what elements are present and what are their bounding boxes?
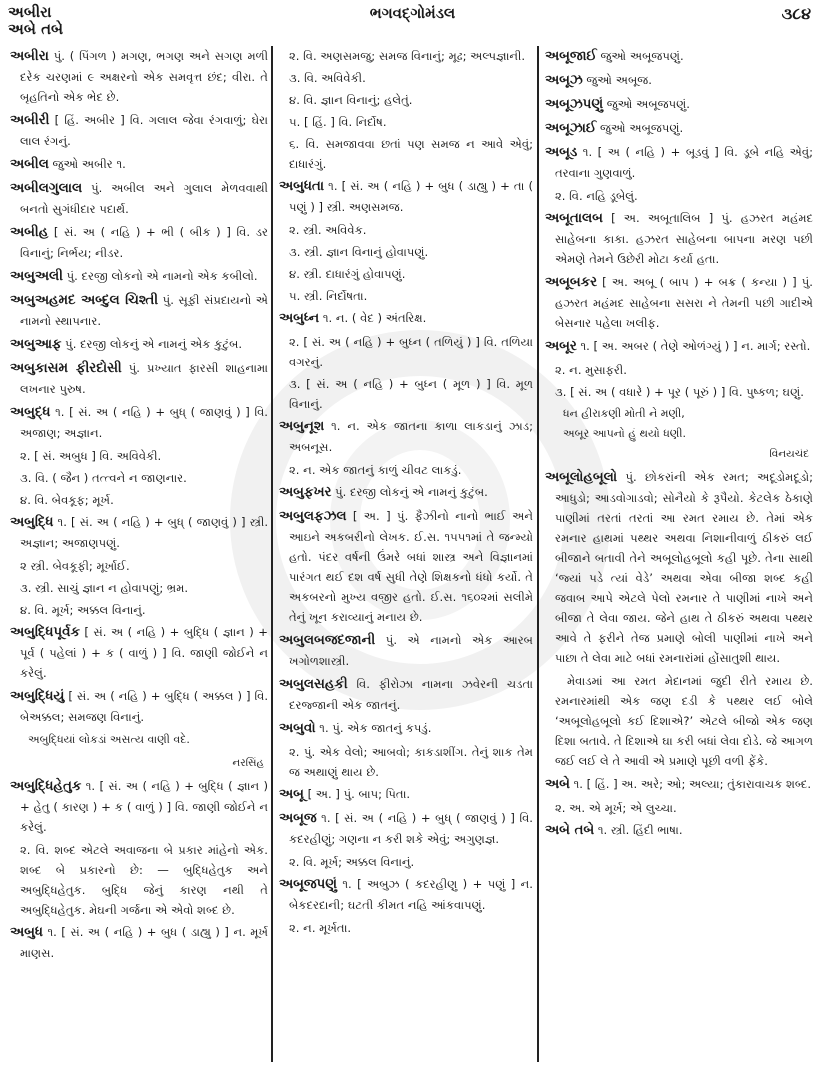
guide-word-last: અબે તબે — [8, 20, 64, 38]
sub-sense: ૩. સ્ત્રી. સાચું જ્ઞાન ન હોવાપણું; ભ્રમ. — [20, 581, 189, 595]
headword: અબુઅહમદ અબ્દુલ ચિશ્તી — [10, 293, 159, 308]
dictionary-entry — [545, 208, 813, 269]
dictionary-entry — [10, 178, 268, 219]
definition: જુઓ અબૂજપણું. — [606, 97, 690, 111]
definition: પું. દરજી લોકનું એ નામનું કુટુંબ. — [335, 485, 488, 499]
headword: અબુકાસમ ફીરદોસી — [10, 361, 122, 376]
headword: અબુધતા — [279, 179, 325, 194]
headword: અબુવો — [279, 721, 316, 736]
definition: વિ. ફીરોઝા નામના ઝવેરની ચડતા દરજ્જાની એક જાતનું. — [289, 677, 533, 712]
headword: અબે — [545, 777, 570, 792]
dictionary-entry — [279, 874, 533, 915]
dictionary-entry — [279, 808, 533, 849]
sub-sense: ૨. [ સં. અબુધ ] વિ. અવિવેકી. — [20, 449, 162, 463]
dictionary-entry — [545, 118, 813, 139]
sub-sense: ૨. વિ. મૂર્ખ; અક્કલ વિનાનું. — [289, 855, 415, 869]
definition: ૧. [ હિં. ] અ. અરે; ઓ; અલ્યા; તુંકારાવાચક શબ્દ. — [573, 777, 812, 791]
definition: ૧. [ અ. અબર ( તેણે ઓળંગ્યું ) ] ન. માર્ગ; રસ્તો. — [580, 339, 811, 353]
guide-word-first: અબીરા — [8, 3, 52, 21]
dictionary-entry — [279, 482, 533, 503]
sub-sense: ૪. વિ. જ્ઞાન વિનાનું; હલેતું. — [289, 93, 413, 107]
definition: ૧. [ સં. અ ( નહિ ) + બુધ ( ડાહ્યુ ) + તા ( પણું ) ] સ્ત્રી. અણસમજ. — [289, 179, 533, 214]
headword: અબુફખર — [279, 485, 332, 500]
dictionary-entry — [10, 402, 268, 443]
dictionary-entry — [545, 467, 813, 668]
definition: ૧. સ્ત્રી. હિંદી ભાષા. — [597, 823, 683, 837]
headword: અબુદ્ધ — [10, 405, 51, 420]
dictionary-entry — [10, 622, 268, 683]
sub-sense: ૪. વિ. બેવકૂફ; મૂર્ખ. — [20, 493, 114, 507]
dictionary-entry — [10, 290, 268, 331]
dictionary-entry — [10, 334, 268, 355]
quotation: અબુદ્ધિયાં લોકડાં અસત્ય વાણી વદે. — [28, 733, 190, 746]
sub-sense: ૨. સ્ત્રી. અવિવેક. — [289, 223, 367, 237]
definition: ૧. પું. એક જાતનું કપડું. — [319, 721, 432, 735]
definition: ૧. ન. ( વેદ ) અંતરિક્ષ. — [322, 311, 427, 325]
definition: ૧. [ સં. અ ( નહિ ) + બુધ ( ડાહ્યુ ) ] ન. મૂર્ખ માણસ. — [20, 925, 268, 960]
column-1 — [10, 46, 268, 1062]
definition: [ અ. અબૂતાલિબ ] પું. હઝરત મહંમદ સાહેબના કાકા. હઝરત સાહેબના બાપના મરણ પછી એમણે તેમને ઉછેરી મોટા કર્યા હતા. — [555, 211, 813, 266]
quotation-line: ધન હીરાકણી મોતી ને મણી, — [563, 407, 685, 420]
headword: અબીરી — [10, 113, 50, 128]
headword: અબુઅલી — [10, 269, 63, 284]
definition: [ સં. અ ( નહિ ) + બુદ્ધિ ( જ્ઞાન ) + પૂર્વ ( પહેલાં ) + ક ( વાળું ) ] વિ. જાણી જોઈને ન કરેલું. — [20, 625, 268, 680]
dictionary-entry — [10, 266, 268, 287]
headword: અબૂતાલબ — [545, 211, 603, 226]
headword: અબુદ્ધિપૂર્વક — [10, 625, 80, 640]
dictionary-entry — [279, 176, 533, 217]
sub-sense: ૫. [ હિં. ] વિ. નિર્દોષ. — [289, 115, 387, 129]
sub-sense: ૪. સ્ત્રી. દાધારંગું હોવાપણું. — [289, 267, 406, 281]
sub-sense: ૩. સ્ત્રી. જ્ઞાન વિનાનું હોવાપણું. — [289, 245, 429, 259]
definition: [ હિં. અબીર ] વિ. ગલાલ જેવા રંગવાળું; ઘેરા લાલ રંગનું. — [20, 113, 268, 148]
definition: ૧. [ સં. અ ( નહિ ) + બુધ્ ( જાણવું ) ] વિ. કદરહીણું; ગણના ન કરી શકે એવું; અગુણજ્ઞ. — [289, 811, 533, 846]
dictionary-entry — [10, 922, 268, 963]
definition: પું. દરજી લોકનું એ નામનું એક કુટુંબ. — [65, 337, 243, 351]
citation-author: વિનયચંદ — [769, 448, 809, 460]
headword: અબૂજાઈ — [545, 49, 597, 64]
headword: અબૂડ — [545, 145, 578, 160]
dictionary-entry — [10, 222, 268, 263]
definition: ૧. [ અ ( નહિ ) + બૂડવું ] વિ. ડૂબે નહિ એવું; તરવાના ગુણવાળું. — [555, 145, 813, 180]
headword: અબૂઝપણું — [545, 97, 604, 112]
dictionary-entry — [279, 630, 533, 671]
sub-sense: ૫. સ્ત્રી. નિર્દોષતા. — [289, 289, 368, 303]
definition: [ સં. અ ( નહિ ) + બુદ્ધિ ( અક્કલ ) ] વિ. બેઅક્કલ; સમજણ વિનાનું. — [20, 689, 268, 724]
headword: અબુદ્ધિહેતુક — [10, 779, 82, 794]
definition: પું. પ્રખ્યાત ફારસી શાહનામા લખનાર પુરુષ. — [20, 361, 268, 396]
dictionary-entry — [10, 46, 268, 107]
headword: અબુધ — [10, 925, 43, 940]
headword: અબૂઝ — [545, 73, 583, 88]
dictionary-entry — [279, 718, 533, 739]
headword: અબીરા — [10, 49, 49, 64]
definition: જુઓ અબૂજ. — [586, 73, 652, 87]
dictionary-entry — [10, 358, 268, 399]
sub-sense: ૨. ન. મુસાફરી. — [555, 363, 627, 377]
dictionary-entry — [279, 416, 533, 457]
column-3 — [545, 46, 813, 1062]
definition: જુઓ અબૂજપણું. — [600, 49, 684, 63]
sub-sense: ૩. વિ. અવિવેકી. — [289, 71, 366, 85]
column-divider — [537, 46, 539, 1062]
headword: અબૂ — [279, 787, 304, 802]
page-number: ૩૮૪ — [781, 4, 811, 23]
definition: પું. ( પિંગળ ) મગણ, ભગણ અને સગણ મળી દરેક ચરણમાં ૯ અક્ષરનો એક સમવૃત્ત છંદ; વીરા. તે બૃહતિનો એક ભેદ છે. — [20, 49, 268, 104]
headword: અબુદ્ધિ — [10, 515, 54, 530]
sub-sense: ૨. ન. મૂર્ખતા. — [289, 921, 352, 935]
headword: અબુનૂશ — [279, 419, 325, 434]
sub-sense: ૨. અ. એ મૂર્ખ; એ લુચ્ચા. — [555, 801, 677, 815]
definition: ૧. ન. એક જાતના કાળા લાકડાનું ઝાડ; અબનૂસ. — [289, 419, 533, 454]
headword: અબૂબકર — [545, 275, 598, 290]
sub-sense: ૪. વિ. મૂર્ખ; અક્કલ વિનાનું. — [20, 603, 146, 617]
sub-sense: ૨. વિ. અણસમજુ; સમજ વિનાનું; મૂઢ; અલ્પજ્ઞાની. — [289, 49, 526, 63]
dictionary-entry — [545, 820, 813, 841]
page-header — [0, 0, 825, 44]
definition: [ સં. અ ( નહિ ) + ભી ( બીક ) ] વિ. ડર વિનાનું; નિર્ભય; નીડર. — [20, 225, 268, 260]
column-2 — [279, 46, 533, 1062]
headword: અબીલ — [10, 157, 49, 172]
dictionary-entry — [279, 784, 533, 805]
dictionary-entry — [279, 506, 533, 627]
headword: અબુધ્ન — [279, 311, 320, 326]
sub-sense: ૨. [ સં. અ ( નહિ ) + બુધ્ન ( તળિયું ) ] વિ. તળિયા વગરનું. — [289, 335, 533, 369]
headword: અબૂર — [545, 339, 577, 354]
headword: અબૂઝાઈ — [545, 121, 597, 136]
dictionary-entry — [279, 308, 533, 329]
citation-author: નરસિંહ — [232, 757, 264, 769]
headword: અબૂજપણું — [279, 877, 337, 892]
sub-sense: ૩. [ સં. અ ( વધારે ) + પૂર ( પૂરું ) ] વિ. પુષ્કળ; ઘણું. — [555, 385, 804, 399]
headword: અબે તબે — [545, 823, 595, 838]
headword: અબુલફઝલ — [279, 509, 347, 524]
definition: [ અ. અબૂ ( બાપ ) + બક્ર ( કન્યા ) ] પું. હઝરત મહંમદ સાહેબના સસરા ને તેમની પછી ગાદીએ બેસનાર પહેલા ખલીફ. — [555, 275, 813, 330]
dictionary-entry — [10, 776, 268, 837]
quotation-line: અબૂર આપનો હું થયો ધણી. — [563, 427, 687, 440]
headword: અબૂજ — [279, 811, 317, 826]
sub-sense: ૩. [ સં. અ ( નહિ ) + બુધ્ન ( મૂળ ) ] વિ. મૂળ વિનાનું. — [289, 377, 533, 411]
headword: અબીલગુલાલ — [10, 181, 83, 196]
definition: જુઓ અબૂજપણું. — [599, 121, 684, 135]
definition: જુઓ અબીર ૧. — [52, 157, 126, 171]
dictionary-entry — [545, 46, 813, 67]
sub-sense: ૬. વિ. સમજાવવા છતાં પણ સમજ ન આવે એવું; દાધારંગું. — [289, 137, 533, 171]
dictionary-entry — [10, 512, 268, 553]
dictionary-entry — [545, 336, 813, 357]
definition: [ અ. ] પું. ફૈઝીનો નાનો ભાઈ અને આઇને અકબરીનો લેખક. ઈ.સ. ૧૫૫૧માં તે જન્મ્યો હતો. પંદર વર્ષની ઉંમરે બધાં શાસ્ત્ર અને વિજ્ઞાનમાં પારંગત થઈ દશ વર્ષ સુધી તેણે શિક્ષકનો ધંધો કર્યો. તે અકબરનો મુખ્ય વજીર હતો. ઈ.સ. ૧૬૦૨માં સલીમે તેનું ખૂન કરાવ્યાનું મનાય છે. — [289, 509, 533, 624]
definition: પું. છોકરાંની એક રમત; અદૂડોમદૂડો; આધુડો; આડવોગાડવો; સોનૈયો કે રૂપૈયો. કેટલેક ઠેકાણે પાણીમાં તરતાં તરતાં આ રમત રમાય છે. તેમાં એક રમનાર હાથમાં પથ્થર અથવા નિશાનીવાળું ઠીકરું લઈ બીજાને બતાવી તેને અબૂલોહબૂલો કહી પૂછે. તેના સાથી ‘જ્યાં પડે ત્યાં વેડે’ અથવા એવા બીજા શબ્દ કહી જવાબ આપે એટલે પેલો રમનાર તે પાણીમાં નાખે અને બીજા તે લેવા જાય. જેને હાથ તે ઠીકરું અથવા પથ્થર આવે તે ફરીને તેજ પ્રમાણે બોલી પાણીમાં નાખે અને પાછા તે લેવા માટે બધાં રમનારાંમાં હોંસાતુશી થાય. — [555, 470, 813, 665]
dictionary-columns — [0, 46, 825, 1066]
sub-sense: ૨. પું. એક વેલો; આબવો; કાકડાશીંગ. તેનું શાક તેમ જ અથાણું થાય છે. — [289, 745, 533, 779]
sub-sense: ૨. ન. એક જાતનું કાળું ચીવટ લાકડું. — [289, 463, 462, 477]
definition: પું. સૂફી સંપ્રદાયનો એ નામનો સ્થાપનાર. — [20, 293, 268, 328]
definition: [ અ. ] પું. બાપ; પિતા. — [307, 787, 411, 801]
sub-sense: ૨ સ્ત્રી. બેવકૂફી; મૂર્ખાઈ. — [20, 559, 130, 573]
dictionary-entry — [545, 70, 813, 91]
definition: ૧. [ સં. અ ( નહિ ) + બુધ્ ( જાણવું ) ] વિ. અજાણ; અજ્ઞાન. — [20, 405, 268, 440]
headword: અબુલબજદજાની — [279, 633, 376, 648]
column-divider — [271, 46, 273, 1062]
page-title: ભગવદ્ગોમંડલ — [369, 4, 456, 22]
headword: અબીહ — [10, 225, 49, 240]
definition: ૧. [ સં. અ ( નહિ ) + બુધ્ ( જાણવું ) ] સ્ત્રી. અજ્ઞાન; અજાણપણું. — [20, 515, 268, 550]
dictionary-entry — [545, 774, 813, 795]
definition: ૧. [ અબુઝ ( કદરહીણુ ) + પણું ] ન. બેકદરદાની; ઘટતી કીમત નહિ આંકવાપણું. — [289, 877, 533, 912]
dictionary-entry — [10, 154, 268, 175]
definition: પું. અબીલ અને ગુલાલ મેળવવાથી બનતો સુગંધીદાર પદાર્થ. — [20, 181, 268, 216]
dictionary-entry — [10, 110, 268, 151]
dictionary-entry — [545, 94, 813, 115]
sub-sense: ૨. વિ. નહિ ડૂબેલું. — [555, 189, 638, 203]
definition: ૧. [ સં. અ ( નહિ ) + બુદ્ધિ ( જ્ઞાન ) + હેતુ ( કારણ ) + ક ( વાળું ) ] વિ. જાણી જોઈને ન કરેલું. — [20, 779, 268, 834]
headword: અબુદ્ધિયું — [10, 689, 65, 704]
continuation-paragraph: મેવાડમાં આ રમત મેદાનમાં જુદી રીતે રમાય છે. રમનારમાંથી એક જણ દડી કે પથ્થર લઈ બોલે ‘અબૂલોહબૂલો કઈ દિશાએ?’ એટલે બીજો એક જણ દિશા બતાવે. તે દિશાએ ઘા કરી બધાં લેવા દોડે. જે આગળ જઈ લઈ લે તે આવી એ પ્રમાણે પૂછી વળી ફેંકે. — [555, 674, 813, 768]
sub-sense: ૨. વિ. શબ્દ એટલે અવાજના બે પ્રકાર માંહેનો એક. શબ્દ બે પ્રકારનો છે: — બુદ્ધિહેતુક અને અબુદ્ધિહેતુક. બુદ્ધિ જેનું કારણ નથી તે અબુદ્ધિહેતુક. મેઘની ગર્જના એ એવો શબ્દ છે. — [20, 843, 268, 917]
headword: અબુઆફ — [10, 337, 62, 352]
dictionary-entry — [545, 142, 813, 183]
dictionary-entry — [10, 686, 268, 727]
definition: પું. દરજી લોકનો એ નામનો એક કબીલો. — [66, 269, 258, 283]
definition: પું. એ નામનો એક આરબ ખગોળશાસ્ત્રી. — [289, 633, 533, 668]
headword: અબૂલોહબૂલો — [545, 470, 618, 485]
headword: અબુલસહકી — [279, 677, 348, 692]
sub-sense: ૩. વિ. ( જૈન ) તત્ત્વને ન જાણનાર. — [20, 471, 187, 485]
dictionary-entry — [545, 272, 813, 333]
dictionary-entry — [279, 674, 533, 715]
